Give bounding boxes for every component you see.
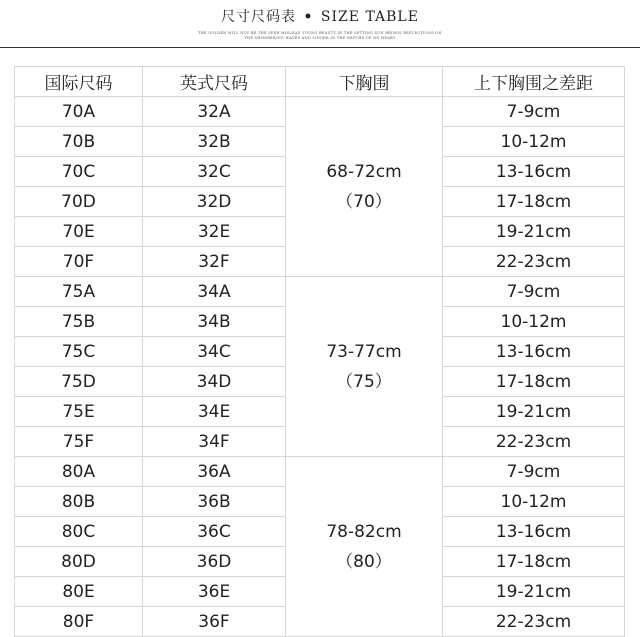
- tagline-line-2: THE SHIMMERING WAVES AND LINGER IN THE DEPTHS OF MY HEART: [244, 36, 396, 40]
- cell-international-size: 80D: [15, 547, 143, 577]
- tagline-line-1: THE GOLDEN WILL NOT BE THE SEER MISLEAD YOUNG BEAUTY IN THE SETTING SUN BRINGS REFLECTIONS ON: [198, 31, 442, 35]
- cell-international-size: 80F: [15, 607, 143, 637]
- underbust-range: 78-82cm: [326, 521, 402, 542]
- cell-uk-size: 34C: [143, 337, 286, 367]
- table-header-row: [15, 67, 625, 97]
- cell-bust-difference: 17-18cm: [443, 187, 625, 217]
- cell-bust-difference: 22-23cm: [443, 247, 625, 277]
- cell-uk-size: 32E: [143, 217, 286, 247]
- cell-uk-size: 36A: [143, 457, 286, 487]
- cell-underbust: [286, 97, 443, 277]
- cell-international-size: 80C: [15, 517, 143, 547]
- cell-bust-difference: 22-23cm: [443, 607, 625, 637]
- cell-uk-size: 34A: [143, 277, 286, 307]
- page-title: [0, 6, 640, 26]
- underbust-nominal: （75）: [336, 371, 392, 392]
- title-chinese: 尺寸尺码表: [221, 9, 297, 25]
- cell-uk-size: 32A: [143, 97, 286, 127]
- cell-international-size: 75E: [15, 397, 143, 427]
- cell-international-size: 70A: [15, 97, 143, 127]
- cell-bust-difference: 7-9cm: [443, 457, 625, 487]
- table-row: [15, 457, 625, 487]
- cell-international-size: 75A: [15, 277, 143, 307]
- cell-international-size: 75C: [15, 337, 143, 367]
- cell-bust-difference: 19-21cm: [443, 577, 625, 607]
- header-underbust: 下胸围: [286, 67, 443, 97]
- cell-international-size: 80B: [15, 487, 143, 517]
- cell-uk-size: 36F: [143, 607, 286, 637]
- cell-uk-size: 32C: [143, 157, 286, 187]
- cell-bust-difference: 22-23cm: [443, 427, 625, 457]
- cell-bust-difference: 17-18cm: [443, 547, 625, 577]
- cell-international-size: 70D: [15, 187, 143, 217]
- table-row: [15, 277, 625, 307]
- page-header: [0, 0, 640, 48]
- title-separator: •: [303, 9, 314, 25]
- cell-underbust: [286, 457, 443, 637]
- cell-uk-size: 32B: [143, 127, 286, 157]
- cell-international-size: 70F: [15, 247, 143, 277]
- cell-bust-difference: 13-16cm: [443, 517, 625, 547]
- table-body: [15, 97, 625, 637]
- cell-bust-difference: 19-21cm: [443, 217, 625, 247]
- cell-uk-size: 34B: [143, 307, 286, 337]
- cell-uk-size: 36C: [143, 517, 286, 547]
- underbust-range: 73-77cm: [326, 341, 402, 362]
- title-english: SIZE TABLE: [320, 9, 419, 25]
- cell-bust-difference: 13-16cm: [443, 157, 625, 187]
- cell-bust-difference: 10-12m: [443, 307, 625, 337]
- cell-bust-difference: 10-12m: [443, 487, 625, 517]
- cell-uk-size: 32F: [143, 247, 286, 277]
- cell-international-size: 70E: [15, 217, 143, 247]
- header-bust-difference: 上下胸围之差距: [443, 67, 625, 97]
- table-row: [15, 97, 625, 127]
- underbust-nominal: （80）: [336, 551, 392, 572]
- cell-international-size: 75B: [15, 307, 143, 337]
- cell-uk-size: 34F: [143, 427, 286, 457]
- cell-uk-size: 36B: [143, 487, 286, 517]
- size-table: [14, 66, 625, 637]
- cell-bust-difference: 10-12m: [443, 127, 625, 157]
- cell-uk-size: 32D: [143, 187, 286, 217]
- cell-bust-difference: 7-9cm: [443, 97, 625, 127]
- cell-bust-difference: 13-16cm: [443, 337, 625, 367]
- header-uk-size: 英式尺码: [143, 67, 286, 97]
- cell-bust-difference: 19-21cm: [443, 397, 625, 427]
- cell-international-size: 80E: [15, 577, 143, 607]
- cell-uk-size: 34E: [143, 397, 286, 427]
- cell-international-size: 75D: [15, 367, 143, 397]
- cell-uk-size: 34D: [143, 367, 286, 397]
- underbust-nominal: （70）: [336, 191, 392, 212]
- cell-international-size: 80A: [15, 457, 143, 487]
- cell-international-size: 70B: [15, 127, 143, 157]
- header-international-size: 国际尺码: [15, 67, 143, 97]
- cell-international-size: 70C: [15, 157, 143, 187]
- underbust-range: 68-72cm: [326, 161, 402, 182]
- cell-uk-size: 36D: [143, 547, 286, 577]
- cell-underbust: [286, 277, 443, 457]
- cell-bust-difference: 7-9cm: [443, 277, 625, 307]
- cell-bust-difference: 17-18cm: [443, 367, 625, 397]
- cell-uk-size: 36E: [143, 577, 286, 607]
- cell-international-size: 75F: [15, 427, 143, 457]
